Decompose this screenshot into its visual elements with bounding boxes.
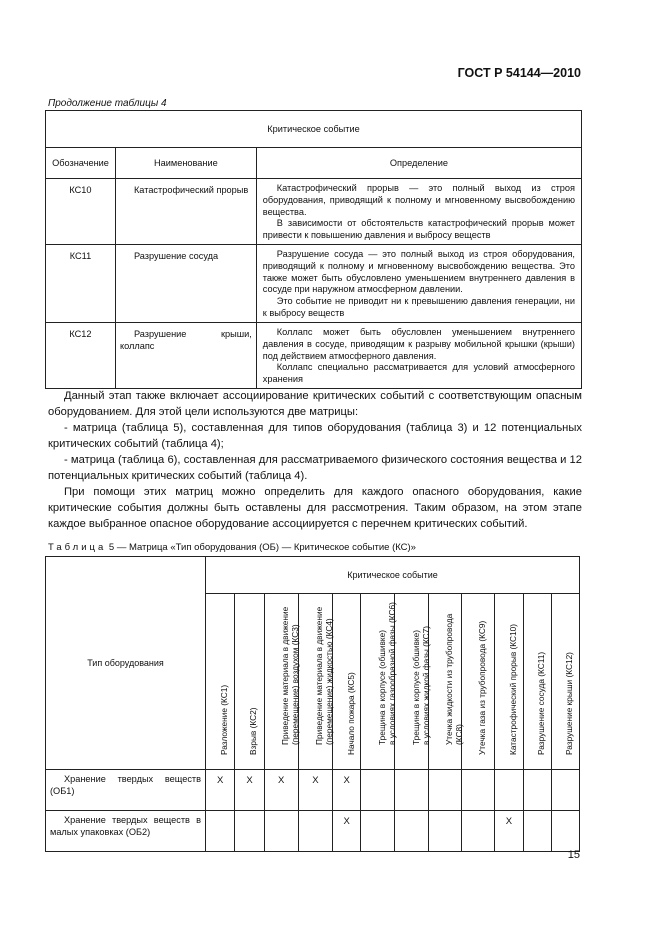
event-code: КС10 bbox=[46, 179, 116, 245]
event-col-header: Катастрофический прорыв (КС10) bbox=[495, 594, 523, 770]
matrix-cell bbox=[429, 811, 462, 852]
event-name: Разрушение сосуда bbox=[115, 245, 256, 323]
table-row bbox=[46, 770, 580, 811]
matrix-cell bbox=[361, 770, 395, 811]
standard-header: ГОСТ Р 54144—2010 bbox=[457, 66, 581, 80]
event-col-header: Разрушение сосуда (КС11) bbox=[523, 594, 551, 770]
equipment-type: Хранение твердых веществ (ОБ1) bbox=[46, 770, 206, 811]
table-continuation-label: Продолжение таблицы 4 bbox=[48, 98, 167, 109]
event-code: КС11 bbox=[46, 245, 116, 323]
matrix-cell bbox=[298, 811, 332, 852]
matrix-cell bbox=[462, 811, 495, 852]
table5-caption bbox=[48, 542, 416, 553]
event-col-header: Утечка газа из трубопровода (КС9) bbox=[462, 594, 495, 770]
event-col-header: Приведение материала в движение (перемещение) воздухом (КС3) bbox=[264, 594, 298, 770]
col-header-name: Наименование bbox=[115, 148, 256, 179]
matrix-cell bbox=[551, 811, 579, 852]
matrix-cell: X bbox=[495, 811, 523, 852]
event-col-header: Разрушение крыши (КС12) bbox=[551, 594, 579, 770]
event-definition: Коллапс может быть обусловлен уменьшением внутреннего давления в сосуде, приводящим к разрыву мобильной крышки (крыши) под действием атмосферного давления. Коллапс специально рассматривается для условий атмосферного хранения bbox=[256, 323, 581, 389]
event-col-header: Взрыв (КС2) bbox=[235, 594, 264, 770]
col-header-definition: Определение bbox=[256, 148, 581, 179]
page-number: 15 bbox=[567, 849, 580, 861]
event-name: Разрушение крыши, коллапс bbox=[115, 323, 256, 389]
event-col-header: Трещина в корпусе (обшивке) в условиях жидкой фазы (КС7) bbox=[395, 594, 429, 770]
matrix-cell: X bbox=[332, 811, 360, 852]
critical-event-header: Критическое событие bbox=[206, 557, 580, 594]
matrix-cell bbox=[462, 770, 495, 811]
matrix-cell bbox=[495, 770, 523, 811]
event-col-header: Разложение (КС1) bbox=[206, 594, 235, 770]
matrix-cell bbox=[395, 811, 429, 852]
paragraph: - матрица (таблица 6), составленная для рассматриваемого физического состояния вещества и 12 потенциальных критических событий (таблица 4). bbox=[48, 454, 582, 482]
matrix-cell: X bbox=[298, 770, 332, 811]
matrix-cell bbox=[429, 770, 462, 811]
table5-label: Таблица bbox=[48, 542, 107, 553]
matrix-cell bbox=[395, 770, 429, 811]
table-row bbox=[46, 245, 582, 323]
matrix-cell bbox=[523, 811, 551, 852]
equipment-type: Хранение твердых веществ в малых упаковках (ОБ2) bbox=[46, 811, 206, 852]
table5-title: 5 — Матрица «Тип оборудования (ОБ) — Критическое событие (КС)» bbox=[108, 542, 416, 553]
matrix-cell: X bbox=[206, 770, 235, 811]
matrix-cell: X bbox=[235, 770, 264, 811]
matrix-cell bbox=[361, 811, 395, 852]
table-row bbox=[46, 323, 582, 389]
matrix-cell bbox=[264, 811, 298, 852]
paragraph: - матрица (таблица 5), составленная для типов оборудования (таблица 3) и 12 потенциальных критических событий (таблица 4); bbox=[48, 422, 582, 450]
event-col-header: Начало пожара (КС5) bbox=[332, 594, 360, 770]
paragraph: Данный этап также включает ассоциирование критических событий с соответствующим опасным оборудованием. Для этой цели используются две матрицы: bbox=[48, 390, 582, 418]
table-caption: Критическое событие bbox=[46, 111, 582, 148]
paragraph: При помощи этих матриц можно определить для каждого опасного оборудования, какие критические события должны быть оставлены для рассмотрения. Таким образом, на этом этапе каждое выбранное опасное оборудование ассоциируется с перечнем критических событий. bbox=[48, 486, 582, 530]
matrix-cell bbox=[551, 770, 579, 811]
matrix-cell: X bbox=[264, 770, 298, 811]
event-definition: Катастрофический прорыв — это полный выход из строя оборудования, приводящий к полному и мгновенному высвобождению вещества. В зависимости от обстоятельств катастрофический прорыв может привести к повышению давления и выбросу веществ bbox=[256, 179, 581, 245]
equipment-type-header: Тип оборудования bbox=[46, 557, 206, 770]
event-col-header: Утечка жидкости из трубопровода (КС8) bbox=[429, 594, 462, 770]
matrix-cell bbox=[235, 811, 264, 852]
event-code: КС12 bbox=[46, 323, 116, 389]
col-header-code: Обозначение bbox=[46, 148, 116, 179]
event-name: Катастрофический прорыв bbox=[115, 179, 256, 245]
matrix-cell bbox=[206, 811, 235, 852]
table-row bbox=[46, 179, 582, 245]
critical-events-table bbox=[45, 110, 582, 389]
matrix-cell: X bbox=[332, 770, 360, 811]
matrix-cell bbox=[523, 770, 551, 811]
event-col-header: Приведение материала в движение (перемещение) жидкостью (КС4) bbox=[298, 594, 332, 770]
event-definition: Разрушение сосуда — это полный выход из строя оборудования, приводящий к полному и мгновенному высвобождению вещества. Это также может быть обусловлено уменьшением внутреннего давления в сосуде при наружном атмосферном давлении. Это событие не приводит ни к превышению давления генерации, ни к выбросу веществ bbox=[256, 245, 581, 323]
table-row bbox=[46, 811, 580, 852]
event-col-header: Трещина в корпусе (обшивке) в условиях газообразной фазы (КС6) bbox=[361, 594, 395, 770]
body-text bbox=[48, 388, 582, 532]
equipment-event-matrix bbox=[45, 556, 580, 852]
